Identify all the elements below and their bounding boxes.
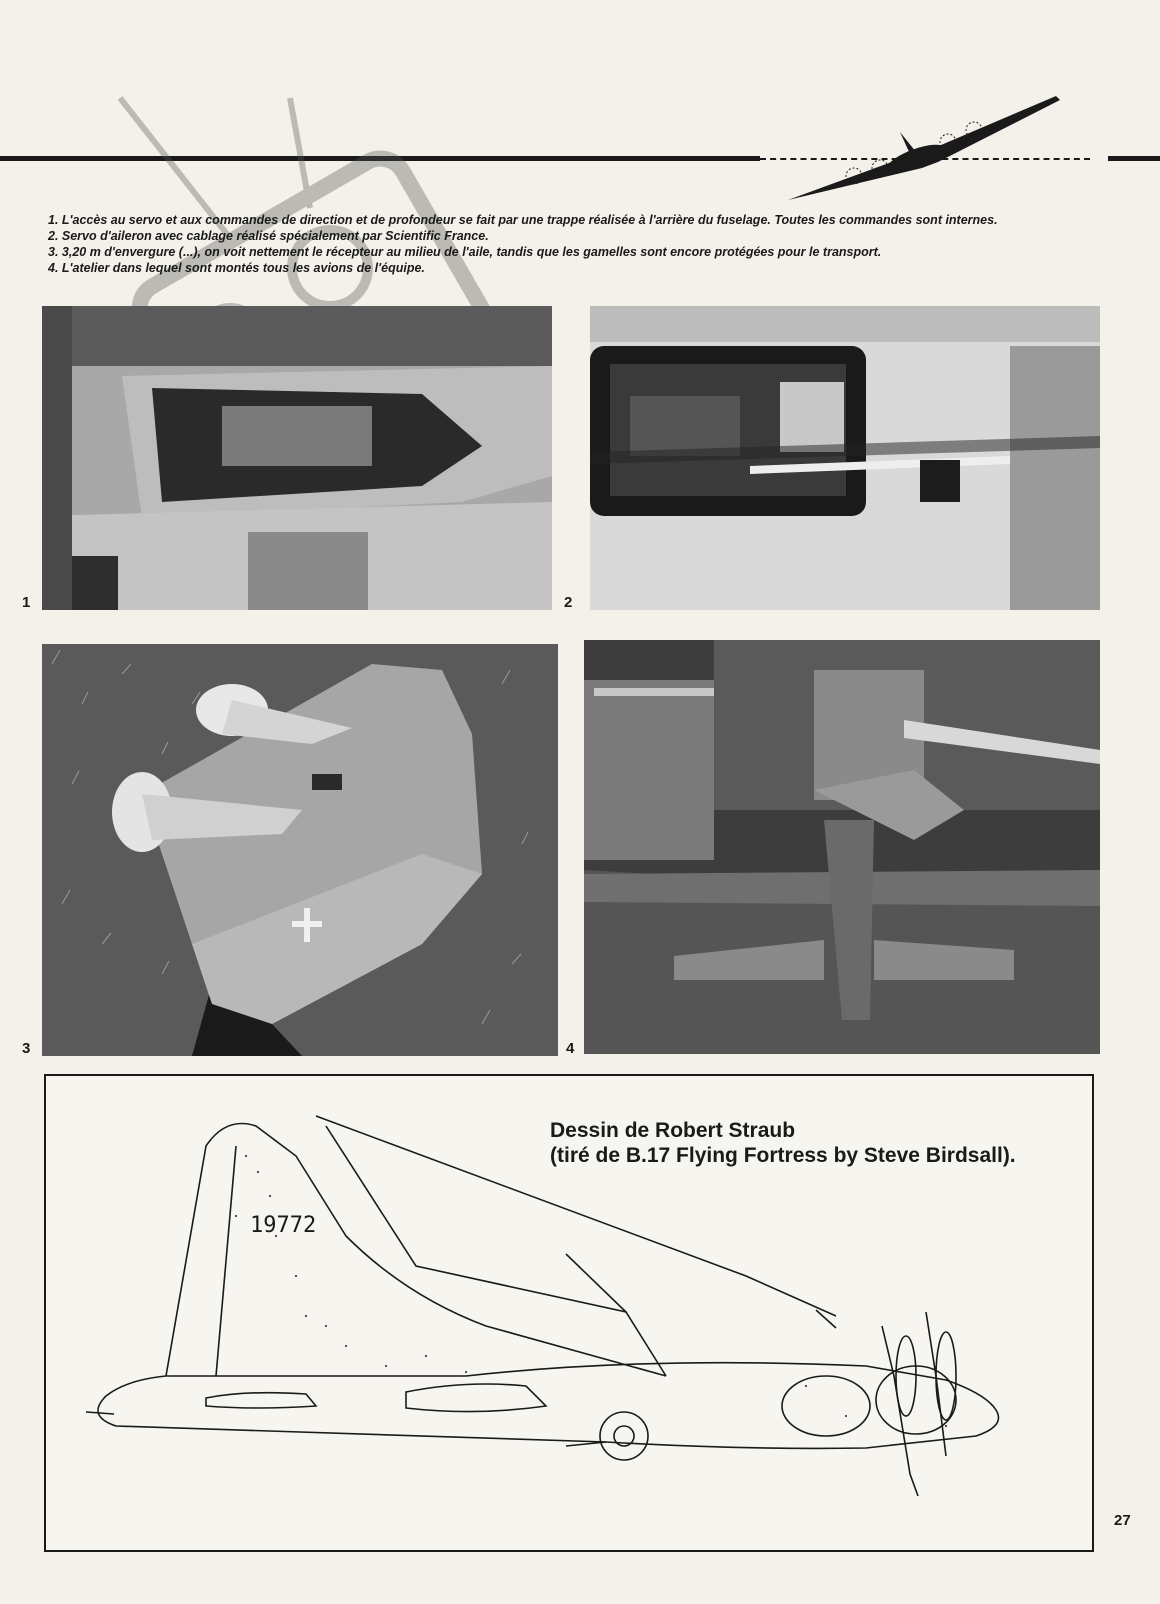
photo-2-aileron-servo — [590, 306, 1100, 610]
page-number: 27 — [1114, 1512, 1131, 1529]
drawing-credit-line-1: Dessin de Robert Straub — [550, 1119, 796, 1142]
photo-1-number: 1 — [22, 594, 31, 611]
photo-4-workshop — [584, 640, 1100, 1054]
photo-1-fuselage-hatch — [42, 306, 552, 610]
b17-silhouette-icon — [788, 92, 1068, 204]
photo-4-number: 4 — [566, 1040, 575, 1057]
b17-drawing-panel — [44, 1074, 1094, 1552]
tail-number: 19772 — [250, 1213, 317, 1238]
caption-2: 2. Servo d'aileron avec cablage réalisé spécialement par Scientific France. — [48, 229, 489, 243]
photo-captions — [48, 212, 1098, 276]
photo-2-number: 2 — [564, 594, 573, 611]
caption-3: 3. 3,20 m d'envergure (...), on voit nettement le récepteur au milieu de l'aile, tandis que les gamelles sont encore protégées pour le transport. — [48, 245, 882, 259]
drawing-credit-line-2: (tiré de B.17 Flying Fortress by Steve Birdsall). — [550, 1144, 1016, 1167]
photo-3-wing-on-grass — [42, 644, 558, 1056]
b17-line-drawing — [46, 1076, 1092, 1550]
caption-1: 1. L'accès au servo et aux commandes de direction et de profondeur se fait par une trappe réalisée à l'arrière du fuselage. Toutes les commandes sont internes. — [48, 213, 998, 227]
caption-4: 4. L'atelier dans lequel sont montés tous les avions de l'équipe. — [48, 261, 425, 275]
photo-3-number: 3 — [22, 1040, 31, 1057]
header-rule-end — [1108, 156, 1160, 161]
